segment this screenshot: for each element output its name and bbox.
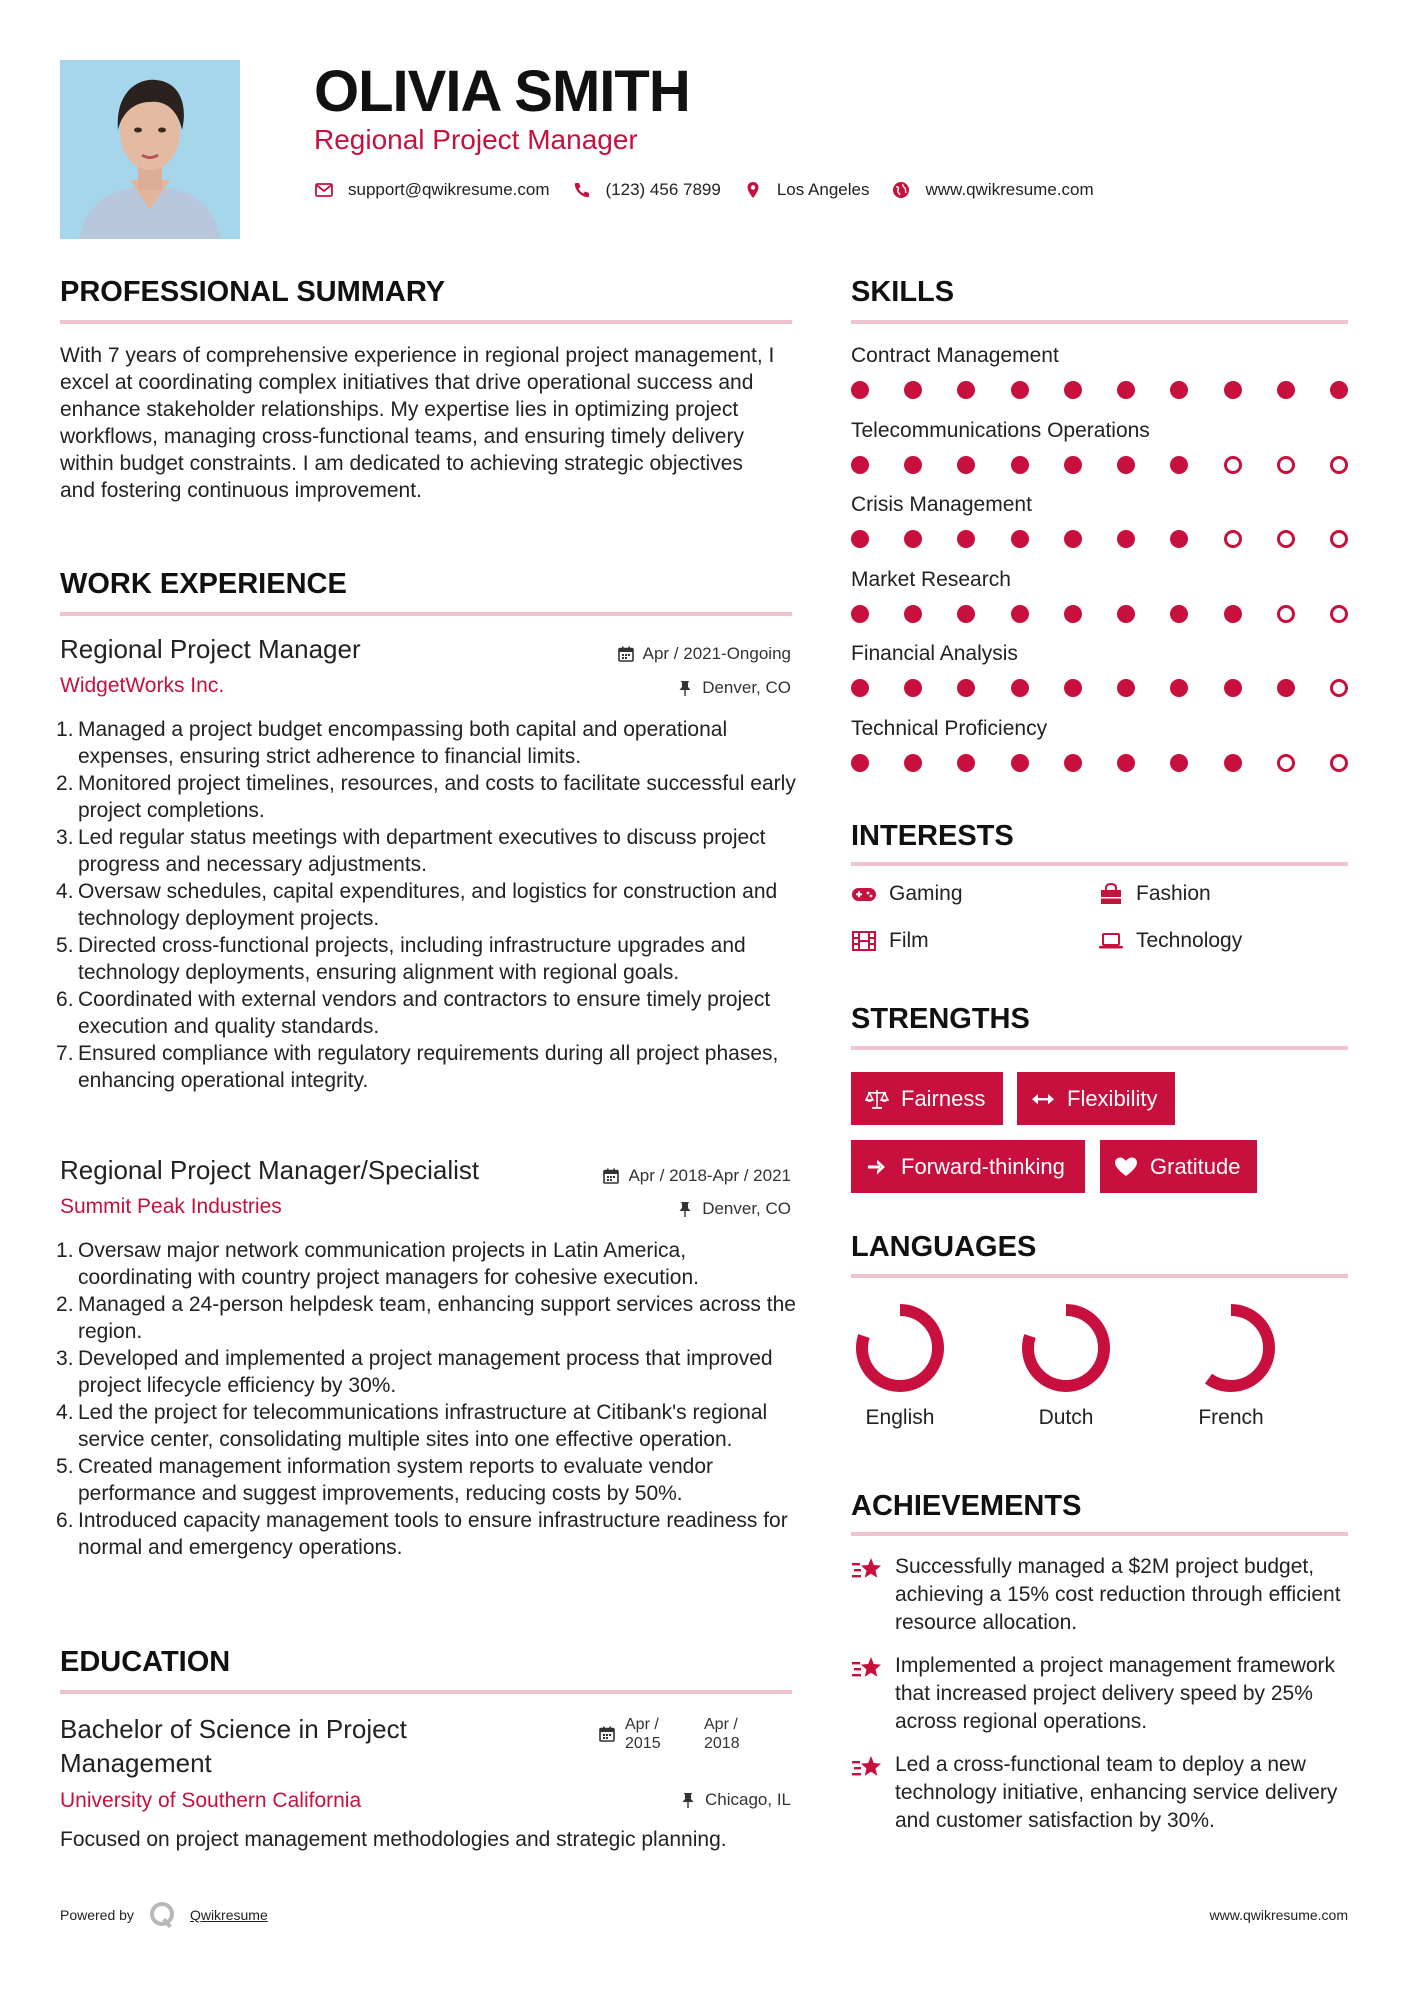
rating-dot-empty	[1330, 605, 1348, 623]
strength-label: Fairness	[901, 1085, 986, 1111]
rating-dot-filled	[957, 605, 975, 623]
skill-rating	[851, 381, 1348, 399]
strengths-heading: STRENGTHS	[851, 1003, 1030, 1035]
rating-dot-filled	[904, 754, 922, 772]
laptop-icon	[1098, 930, 1124, 952]
footer-powered-by	[60, 1900, 268, 1930]
achievement-text: Led a cross-functional team to deploy a new technology initiative, enhancing service delivery and customer satisfaction by 30%.	[895, 1753, 1338, 1832]
rating-dot-filled	[957, 679, 975, 697]
rating-dot-empty	[1330, 530, 1348, 548]
interest-label: Technology	[1136, 929, 1243, 952]
rating-dot-filled	[1011, 605, 1029, 623]
star-trophy-icon	[851, 1753, 885, 1783]
skill-rating	[851, 456, 1348, 474]
skill-rating	[851, 679, 1348, 697]
rating-dot-empty	[1330, 754, 1348, 772]
skills-divider	[851, 320, 1348, 324]
rating-dot-filled	[1117, 530, 1135, 548]
rating-dot-empty	[1277, 530, 1295, 548]
job-dates-text: Apr / 2018-Apr / 2021	[628, 1166, 791, 1185]
rating-dot-filled	[1011, 754, 1029, 772]
balance-scale-icon	[865, 1088, 889, 1110]
film-icon	[851, 930, 877, 952]
contact-email-text: support@qwikresume.com	[348, 180, 550, 199]
candidate-title: Regional Project Manager	[314, 124, 638, 155]
list-item: Monitored project timelines, resources, and costs to facilitate successful early project completions.	[78, 772, 796, 822]
strength-tag-gratitude	[1100, 1140, 1257, 1193]
job-company: Summit Peak Industries	[60, 1195, 282, 1218]
skill-name: Contract Management	[851, 344, 1059, 367]
rating-dot-filled	[851, 605, 869, 623]
rating-dot-filled	[1011, 381, 1029, 399]
pushpin-icon	[676, 1200, 694, 1218]
list-item: Coordinated with external vendors and contractors to ensure timely project execution and quality standards.	[78, 988, 771, 1038]
contact-location-text: Los Angeles	[776, 180, 870, 199]
shopping-bag-icon	[1098, 883, 1124, 905]
pushpin-icon	[676, 679, 694, 697]
rating-dot-filled	[1277, 381, 1295, 399]
rating-dot-filled	[851, 530, 869, 548]
achievement-text: Implemented a project management framework that increased project delivery speed by 25% across regional operations.	[895, 1654, 1336, 1733]
job-dates-text: Apr / 2021-Ongoing	[642, 644, 791, 663]
rating-dot-empty	[1277, 605, 1295, 623]
language-name: Dutch	[1038, 1406, 1094, 1429]
arrow-right-icon	[865, 1156, 889, 1178]
contact-website[interactable]	[891, 180, 1093, 200]
rating-dot-filled	[1170, 530, 1188, 548]
rating-dot-filled	[1170, 754, 1188, 772]
skill-rating	[851, 530, 1348, 548]
summary-heading: PROFESSIONAL SUMMARY	[60, 276, 446, 308]
language-item	[1006, 1300, 1126, 1430]
list-item: Led regular status meetings with department executives to discuss project progress and necessary adjustments.	[78, 826, 766, 876]
language-level-arc	[862, 1310, 938, 1386]
powered-by-label: Powered by	[60, 1907, 134, 1923]
education-location-text: Chicago, IL	[705, 1790, 791, 1809]
rating-dot-filled	[904, 381, 922, 399]
rating-dot-filled	[1224, 381, 1242, 399]
language-name: English	[865, 1406, 935, 1429]
rating-dot-filled	[1064, 381, 1082, 399]
rating-dot-filled	[1224, 605, 1242, 623]
rating-dot-filled	[1011, 679, 1029, 697]
rating-dot-filled	[957, 530, 975, 548]
calendar-icon	[598, 1725, 616, 1743]
interest-label: Film	[889, 929, 929, 952]
interest-technology	[1098, 929, 1242, 953]
profile-photo	[60, 60, 240, 239]
languages-divider	[851, 1274, 1348, 1278]
summary-divider	[60, 320, 792, 324]
rating-dot-filled	[851, 754, 869, 772]
rating-dot-empty	[1330, 456, 1348, 474]
footer-website[interactable]: www.qwikresume.com	[1209, 1907, 1348, 1923]
rating-dot-filled	[1117, 456, 1135, 474]
language-level-arc	[1028, 1310, 1104, 1386]
education-heading: EDUCATION	[60, 1646, 231, 1678]
language-level-arc	[1193, 1310, 1269, 1386]
strengths-divider	[851, 1046, 1348, 1050]
achievement-item	[851, 1553, 1351, 1637]
education-start-date	[625, 1715, 661, 1753]
contact-email[interactable]	[314, 180, 550, 200]
list-item: Oversaw major network communication projects in Latin America, coordinating with country project managers for cohesive execution.	[78, 1239, 699, 1289]
rating-dot-empty	[1224, 456, 1242, 474]
interests-divider	[851, 862, 1348, 866]
job-title: Regional Project Manager	[60, 634, 361, 664]
education-degree: Bachelor of Science in Project Management	[60, 1714, 407, 1778]
job-location-text: Denver, CO	[702, 1199, 791, 1218]
job-dates	[602, 1166, 791, 1186]
interests-heading: INTERESTS	[851, 820, 1014, 852]
interest-label: Fashion	[1136, 882, 1211, 905]
calendar-icon	[602, 1167, 620, 1185]
list-item: Developed and implemented a project management process that improved project lifecycle efficiency by 30%.	[78, 1347, 773, 1397]
rating-dot-filled	[1117, 381, 1135, 399]
rating-dot-empty	[1277, 456, 1295, 474]
rating-dot-filled	[851, 456, 869, 474]
experience-heading: WORK EXPERIENCE	[60, 568, 347, 600]
skill-name: Telecommunications Operations	[851, 418, 1150, 442]
skills-heading: SKILLS	[851, 276, 955, 308]
rating-dot-empty	[1224, 530, 1242, 548]
language-item	[840, 1300, 960, 1430]
language-level-ring	[1183, 1300, 1279, 1396]
strength-tag-flexibility	[1017, 1072, 1175, 1125]
rating-dot-empty	[1277, 754, 1295, 772]
pushpin-icon	[679, 1791, 697, 1809]
contact-website-text: www.qwikresume.com	[925, 180, 1094, 199]
skill-rating	[851, 605, 1348, 623]
rating-dot-filled	[1224, 679, 1242, 697]
list-item: Oversaw schedules, capital expenditures, and logistics for construction and technology deployment projects.	[78, 880, 778, 930]
skill-name: Market Research	[851, 567, 1011, 591]
language-name: French	[1198, 1406, 1264, 1429]
strength-label: Flexibility	[1067, 1085, 1158, 1111]
skill-name: Crisis Management	[851, 493, 1032, 517]
summary-text: With 7 years of comprehensive experience in regional project management, I excel at coordinating complex initiatives that drive operational success and enhance stakeholder relationships. My expertise lies in optimizing project workflows, managing cross-functional teams, and ensuring timely delivery within budget constraints. I am dedicated to achieving strategic objectives and fostering continuous improvement.	[60, 344, 775, 502]
list-item: Directed cross-functional projects, including infrastructure upgrades and technology deployments, ensuring alignment with regional goals.	[78, 934, 746, 984]
list-item: Introduced capacity management tools to ensure infrastructure readiness for normal and emergency operations.	[78, 1509, 788, 1559]
education-description: Focused on project management methodologies and strategic planning.	[60, 1828, 727, 1851]
rating-dot-filled	[904, 605, 922, 623]
list-item: Created management information system reports to evaluate vendor performance and suggest improvements, reducing costs by 50%.	[78, 1455, 713, 1505]
contact-phone-text: (123) 456 7899	[605, 180, 721, 199]
education-end-line2: 2018	[704, 1735, 740, 1752]
job-location	[676, 678, 791, 698]
achievements-divider	[851, 1532, 1348, 1536]
achievement-item	[851, 1652, 1351, 1736]
phone-icon	[572, 180, 592, 200]
languages-heading: LANGUAGES	[851, 1231, 1037, 1263]
job-location-text: Denver, CO	[702, 678, 791, 697]
rating-dot-filled	[904, 530, 922, 548]
achievement-text: Successfully managed a $2M project budget, achieving a 15% cost reduction through efficient resource allocation.	[895, 1555, 1341, 1634]
candidate-name: OLIVIA SMITH	[314, 59, 690, 124]
rating-dot-filled	[957, 754, 975, 772]
job-bullets	[78, 716, 798, 1094]
job-bullets	[78, 1237, 798, 1561]
contact-bar	[314, 180, 1116, 200]
rating-dot-filled	[1170, 381, 1188, 399]
qwikresume-link[interactable]: Qwikresume	[189, 1907, 268, 1923]
rating-dot-filled	[851, 679, 869, 697]
interest-fashion	[1098, 882, 1211, 906]
rating-dot-filled	[1064, 456, 1082, 474]
rating-dot-filled	[1064, 754, 1082, 772]
rating-dot-filled	[957, 456, 975, 474]
strength-label: Gratitude	[1150, 1153, 1241, 1179]
calendar-icon	[617, 645, 635, 663]
rating-dot-filled	[1064, 679, 1082, 697]
experience-divider	[60, 612, 792, 616]
rating-dot-filled	[1170, 456, 1188, 474]
heart-icon	[1114, 1156, 1138, 1178]
education-start-line2: 2015	[625, 1735, 661, 1752]
strength-label: Forward-thinking	[901, 1153, 1065, 1179]
contact-location	[743, 180, 870, 200]
education-start-line1: Apr /	[625, 1716, 659, 1733]
gamepad-icon	[851, 883, 877, 905]
arrows-horizontal-icon	[1031, 1088, 1055, 1110]
rating-dot-filled	[904, 456, 922, 474]
language-level-ring	[1018, 1300, 1114, 1396]
contact-phone[interactable]	[572, 180, 721, 200]
strength-tag-forward-thinking	[851, 1140, 1085, 1193]
education-location	[679, 1790, 791, 1810]
rating-dot-filled	[1170, 605, 1188, 623]
education-end-line1: Apr /	[704, 1716, 738, 1733]
achievements-heading: ACHIEVEMENTS	[851, 1490, 1082, 1522]
rating-dot-empty	[1330, 679, 1348, 697]
job-company: WidgetWorks Inc.	[60, 674, 225, 697]
map-pin-icon	[743, 180, 763, 200]
rating-dot-filled	[1117, 679, 1135, 697]
language-level-ring	[852, 1300, 948, 1396]
star-trophy-icon	[851, 1654, 885, 1684]
interest-label: Gaming	[889, 882, 963, 905]
rating-dot-filled	[1011, 530, 1029, 548]
star-trophy-icon	[851, 1555, 885, 1585]
qwikresume-logo-icon	[148, 1900, 178, 1930]
education-divider	[60, 1690, 792, 1694]
rating-dot-filled	[1224, 754, 1242, 772]
rating-dot-filled	[1117, 605, 1135, 623]
envelope-icon	[314, 180, 334, 200]
list-item: Managed a 24-person helpdesk team, enhancing support services across the region.	[78, 1293, 796, 1343]
list-item: Led the project for telecommunications infrastructure at Citibank's regional service center, consolidating multiple sites into one effective operation.	[78, 1401, 768, 1451]
skill-rating	[851, 754, 1348, 772]
globe-icon	[891, 180, 911, 200]
language-item	[1171, 1300, 1291, 1430]
rating-dot-filled	[1064, 605, 1082, 623]
rating-dot-filled	[1064, 530, 1082, 548]
strength-tag-fairness	[851, 1072, 1003, 1125]
list-item: Ensured compliance with regulatory requirements during all project phases, enhancing operational integrity.	[78, 1042, 779, 1092]
rating-dot-filled	[851, 381, 869, 399]
rating-dot-filled	[1277, 679, 1295, 697]
job-title: Regional Project Manager/Specialist	[60, 1155, 480, 1185]
job-dates	[617, 644, 791, 664]
interest-gaming	[851, 882, 963, 906]
interest-film	[851, 929, 929, 953]
job-location	[676, 1199, 791, 1219]
rating-dot-filled	[1011, 456, 1029, 474]
skill-name: Technical Proficiency	[851, 717, 1048, 740]
education-end-date	[704, 1715, 740, 1753]
rating-dot-filled	[1117, 754, 1135, 772]
rating-dot-filled	[1170, 679, 1188, 697]
rating-dot-filled	[904, 679, 922, 697]
list-item: Managed a project budget encompassing both capital and operational expenses, ensuring strict adherence to financial limits.	[78, 718, 728, 768]
education-school: University of Southern California	[60, 1789, 362, 1812]
rating-dot-filled	[957, 381, 975, 399]
skill-name: Financial Analysis	[851, 642, 1018, 666]
achievement-item	[851, 1751, 1351, 1835]
rating-dot-filled	[1330, 381, 1348, 399]
